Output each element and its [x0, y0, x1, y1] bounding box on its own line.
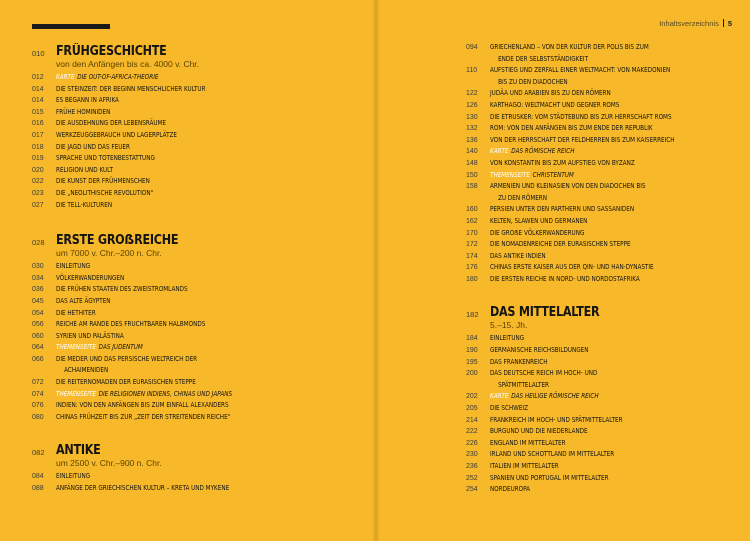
- toc-entry-title: DIE NOMADENREICHE DER EURASISCHEN STEPPE: [490, 240, 631, 249]
- toc-entry-text: [56, 118, 166, 130]
- toc-entry: [466, 42, 736, 65]
- toc-entry: [32, 319, 352, 331]
- toc-entry: [32, 130, 352, 142]
- toc-entry-text: [56, 130, 177, 142]
- toc-entry: [466, 239, 736, 251]
- toc-entry-page: 045: [32, 297, 44, 305]
- toc-entry-tag: KARTE: [490, 147, 509, 156]
- toc-entry: [32, 483, 352, 495]
- toc-entry-page: 122: [466, 90, 478, 98]
- toc-entry-title: BURGUND UND DIE NIEDERLANDE: [490, 427, 588, 436]
- toc-entry-page: 170: [466, 229, 478, 237]
- toc-entry-text: [56, 483, 229, 495]
- toc-entry-text: [56, 107, 110, 119]
- toc-entry-title: DIE ETRUSKER: VOM STÄDTEBUND BIS ZUR HERRSCHAFT ROMS: [490, 112, 672, 121]
- book-spine-shadow: [373, 0, 379, 541]
- toc-entry-text: [490, 88, 611, 100]
- toc-entry-page: 023: [32, 189, 44, 197]
- chapter-title: FRÜHGESCHICHTE: [56, 44, 167, 59]
- toc-entry-tag: THEMENSEITE: [56, 343, 96, 352]
- toc-entry: [32, 153, 352, 165]
- chapter-header: [32, 443, 352, 469]
- toc-entry: [466, 391, 736, 403]
- toc-entry-page: 018: [32, 143, 44, 151]
- toc-entry-page: 252: [466, 474, 478, 482]
- toc-entry-text: [490, 42, 649, 65]
- toc-entry-page: 160: [466, 206, 478, 214]
- toc-entry-text: [490, 228, 584, 240]
- toc-entry-title: DIE TELL-KULTUREN: [56, 200, 113, 209]
- toc-entry: [32, 95, 352, 107]
- toc-entry-text: [490, 100, 619, 112]
- toc-entry-page: 012: [32, 74, 44, 81]
- toc-entry: [466, 473, 736, 485]
- toc-entry-page: 080: [32, 413, 44, 421]
- toc-entry-page: 084: [32, 473, 44, 481]
- chapter-section: [32, 44, 352, 211]
- toc-entry-title: SPRACHE UND TOTENBESTATTUNG: [56, 154, 155, 163]
- toc-entry: [466, 368, 736, 391]
- chapter-titles: [56, 443, 352, 469]
- toc-entry-title: EINLEITUNG: [56, 262, 91, 271]
- toc-entry-list: [466, 42, 736, 285]
- toc-entry-text: [490, 391, 599, 403]
- toc-entry-text: [56, 165, 113, 177]
- toc-entry-text: [490, 204, 634, 216]
- toc-entry-page: 066: [32, 355, 44, 363]
- toc-entry: [466, 415, 736, 427]
- toc-entry-page: 132: [466, 125, 478, 133]
- toc-entry-title: ES BEGANN IN AFRIKA: [56, 96, 119, 105]
- toc-entry: [466, 65, 736, 88]
- toc-entry: [32, 200, 352, 212]
- toc-entry-title: DIE SCHWEIZ: [490, 404, 528, 413]
- toc-entry-title: VON DER HERRSCHAFT DER FELDHERREN BIS ZUM KAISERREICH: [490, 135, 675, 144]
- toc-entry-title: FRÜHE HOMINIDEN: [56, 107, 111, 116]
- chapter-period: von den Anfängen bis ca. 4000 v. Chr.: [56, 59, 200, 69]
- toc-entry-title: DIE JAGD UND DAS FEUER: [56, 142, 130, 151]
- toc-entry-page: 172: [466, 241, 478, 249]
- toc-entry: [32, 342, 352, 354]
- toc-entry: [32, 284, 352, 296]
- toc-entry-title: ITALIEN IM MITTELALTER: [490, 462, 559, 470]
- chapter-section: [32, 233, 352, 423]
- toc-entry: [466, 274, 736, 286]
- toc-entry-title: KARTHAGO: WELTMACHT UND GEGNER ROMS: [490, 100, 620, 109]
- toc-entry: [466, 251, 736, 263]
- toc-entry: [466, 123, 736, 135]
- toc-entry: [466, 88, 736, 100]
- chapter-section: [32, 443, 352, 494]
- toc-entry-page: 020: [32, 166, 44, 174]
- toc-entry-text: [490, 216, 587, 228]
- toc-entry: [466, 181, 736, 204]
- chapter-section: [466, 305, 736, 495]
- toc-entry-text: [490, 484, 530, 496]
- toc-entry-title: ANFÄNGE DER GRIECHISCHEN KULTUR – KRETA UND MYKENE: [56, 484, 230, 493]
- toc-entry-page: 174: [466, 252, 478, 260]
- toc-entry-title: DAS FRANKENREICH: [490, 357, 548, 366]
- toc-entry-text: [56, 377, 196, 389]
- toc-entry-text: [490, 449, 614, 461]
- toc-entry-title-continued: ACHAIMENIDEN: [64, 366, 109, 375]
- toc-entry-text: [56, 142, 130, 154]
- decorative-top-bar: [32, 24, 110, 29]
- toc-entry-title: VON KONSTANTIN BIS ZUM AUFSTIEG VON BYZANZ: [490, 158, 635, 167]
- chapter-period: um 7000 v. Chr.–200 n. Chr.: [56, 248, 162, 259]
- chapter-period: 5.–15. Jh.: [490, 320, 528, 331]
- toc-entry-text: [490, 473, 609, 485]
- toc-entry-tag: KARTE: [56, 73, 75, 81]
- running-head: [659, 19, 732, 28]
- toc-entry-text: [490, 461, 559, 473]
- toc-entry: [32, 377, 352, 389]
- toc-entry-title: ENGLAND IM MITTELALTER: [490, 438, 566, 447]
- toc-entry-page: 195: [466, 358, 478, 366]
- toc-entry-title: DAS HEILIGE RÖMISCHE REICH: [511, 392, 599, 401]
- toc-entry: [466, 112, 736, 124]
- toc-entry: [32, 331, 352, 343]
- toc-entry-text: [490, 426, 588, 438]
- toc-entry: [466, 170, 736, 182]
- toc-entry-text: [56, 95, 119, 107]
- toc-entry-title: JUDÄA UND ARABIEN BIS ZU DEN RÖMERN: [490, 89, 611, 98]
- toc-entry-text: [490, 158, 635, 170]
- toc-entry: [32, 308, 352, 320]
- toc-entry-text: [490, 181, 645, 204]
- toc-entry-list: [466, 333, 736, 495]
- toc-entry-text: [490, 368, 597, 391]
- toc-entry-title-continued: SPÄTMITTELALTER: [498, 380, 549, 389]
- toc-entry: [466, 146, 736, 158]
- chapter-page-number: 010: [32, 49, 45, 58]
- toc-entry-page: 205: [466, 405, 478, 413]
- chapter-page-number: 082: [32, 448, 45, 458]
- toc-entry: [466, 403, 736, 415]
- toc-entry: [32, 72, 352, 84]
- toc-entry-text: [56, 354, 197, 377]
- chapter-header: [32, 44, 352, 70]
- toc-entry-text: [56, 389, 232, 401]
- toc-entry: [466, 484, 736, 496]
- toc-entry: [466, 262, 736, 274]
- toc-entry-text: [490, 135, 675, 147]
- toc-entry-page: 056: [32, 321, 44, 329]
- toc-entry-text: [490, 345, 588, 357]
- toc-entry-page: 019: [32, 155, 44, 163]
- toc-entry-page: 176: [466, 264, 478, 272]
- toc-entry-text: [490, 239, 631, 251]
- toc-entry-title: DIE „NEOLITHISCHE REVOLUTION“: [56, 188, 154, 197]
- toc-entry-title: DIE KUNST DER FRÜHMENSCHEN: [56, 177, 150, 186]
- toc-entry: [466, 426, 736, 438]
- toc-entry-page: 158: [466, 183, 478, 191]
- toc-entry: [466, 216, 736, 228]
- toc-entry-title: SPANIEN UND PORTUGAL IM MITTELALTER: [490, 473, 609, 482]
- toc-entry-text: [56, 296, 111, 308]
- toc-entry-page: 060: [32, 332, 44, 340]
- toc-entry-page: 022: [32, 178, 44, 186]
- toc-entry-list: [32, 261, 352, 423]
- toc-entry-title: DIE FRÜHEN STAATEN DES ZWEISTROMLANDS: [56, 285, 188, 294]
- toc-entry-title: AUFSTIEG UND ZERFALL EINER WELTMACHT: VON MAKEDONIEN: [490, 66, 671, 75]
- toc-entry-page: 136: [466, 136, 478, 144]
- toc-entry-text: [490, 357, 548, 369]
- toc-entry: [32, 118, 352, 130]
- toc-entry-title: DAS RÖMISCHE REICH: [511, 147, 575, 156]
- toc-entry-page: 036: [32, 286, 44, 294]
- toc-entry-text: [490, 262, 654, 274]
- toc-entry-text: [490, 65, 670, 88]
- toc-entry-page: 180: [466, 275, 478, 283]
- toc-entry-text: [56, 284, 188, 296]
- toc-entry-page: 054: [32, 309, 44, 317]
- toc-entry-text: [56, 308, 96, 320]
- chapter-period: um 2500 v. Chr.–900 n. Chr.: [56, 458, 162, 469]
- toc-entry: [466, 357, 736, 369]
- toc-entry-title: ROM: VON DEN ANFÄNGEN BIS ZUM ENDE DER REPUBLIK: [490, 124, 653, 133]
- toc-entry-page: 222: [466, 428, 478, 436]
- toc-entry-title: NORDEUROPA: [490, 485, 531, 494]
- toc-entry-title: EINLEITUNG: [490, 334, 525, 343]
- toc-entry-page: 162: [466, 217, 478, 225]
- toc-entry-page: 014: [32, 85, 44, 93]
- toc-entry-page: 202: [466, 393, 478, 401]
- toc-entry-text: [56, 176, 150, 188]
- toc-entry-list: [32, 72, 352, 211]
- toc-entry: [32, 165, 352, 177]
- toc-entry-text: [56, 200, 112, 212]
- toc-entry-title: DIE ERSTEN REICHE IN NORD- UND NORDOSTAFRIKA: [490, 274, 640, 283]
- toc-entry-title: RELIGION UND KULT: [56, 165, 113, 174]
- toc-entry-text: [490, 274, 640, 286]
- toc-entry-title: CHINAS ERSTE KAISER AUS DER QIN- UND HAN-DYNASTIE: [490, 263, 654, 272]
- toc-entry-text: [56, 471, 90, 483]
- toc-entry-page: 027: [32, 201, 44, 209]
- toc-entry-text: [56, 412, 231, 424]
- chapter-page-number: 182: [466, 310, 479, 320]
- toc-entry-page: 226: [466, 439, 478, 447]
- toc-entry-text: [56, 188, 154, 200]
- chapter-title: DAS MITTELALTER: [490, 305, 600, 321]
- toc-entry-title: PERSIEN UNTER DEN PARTHERN UND SASSANIDEN: [490, 205, 635, 214]
- page-number: 5: [727, 19, 732, 28]
- toc-entry-title: WERKZEUGGEBRAUCH UND LAGERPLÄTZE: [56, 130, 178, 139]
- toc-entry: [32, 107, 352, 119]
- toc-entry-page: 076: [32, 402, 44, 410]
- toc-entry-title: DIE HETHITER: [56, 308, 96, 317]
- chapter-titles: [490, 305, 736, 331]
- toc-entry-title: REICHE AM RANDE DES FRUCHTBAREN HALBMONDS: [56, 320, 206, 329]
- toc-entry-title: CHRISTENTUM: [532, 170, 574, 179]
- toc-entry-title: DAS ALTE ÄGYPTEN: [56, 296, 111, 305]
- toc-entry: [32, 142, 352, 154]
- toc-entry-page: 034: [32, 274, 44, 282]
- toc-entry-page: 015: [32, 108, 44, 116]
- toc-entry: [32, 296, 352, 308]
- toc-entry-title: DAS DEUTSCHE REICH IM HOCH- UND: [490, 369, 598, 378]
- toc-entry-title-continued: ENDE DER SELBSTSTÄNDIGKEIT: [498, 54, 589, 63]
- chapter-title: ERSTE GROẞREICHE: [56, 233, 179, 249]
- toc-entry-page: 230: [466, 451, 478, 459]
- toc-entry: [466, 228, 736, 240]
- toc-entry-title: INDIEN: VON DEN ANFÄNGEN BIS ZUM EINFALL ALEXANDERS: [56, 401, 229, 410]
- toc-entry-page: 190: [466, 347, 478, 355]
- toc-entry-title: GERMANISCHE REICHSBILDUNGEN: [490, 346, 589, 355]
- toc-entry-title: SYRIEN UND PALÄSTINA: [56, 331, 124, 340]
- chapter-titles: [56, 233, 352, 259]
- toc-entry: [32, 354, 352, 377]
- toc-entry-title-continued: BIS ZU DEN DIADOCHEN: [498, 77, 568, 86]
- toc-entry: [466, 100, 736, 112]
- toc-entry-text: [490, 170, 574, 182]
- toc-entry: [32, 176, 352, 188]
- toc-entry-page: 014: [32, 97, 44, 105]
- toc-entry-page: 254: [466, 486, 478, 494]
- toc-entry-title: DIE REITERNOMADEN DER EURASISCHEN STEPPE: [56, 378, 196, 387]
- toc-entry-title: DIE RELIGIONEN INDIENS, CHINAS UND JAPANS: [98, 389, 233, 398]
- toc-entry-title: FRANKREICH IM HOCH- UND SPÄTMITTELALTER: [490, 415, 623, 424]
- chapter-header: [32, 233, 352, 259]
- toc-entry-text: [56, 153, 155, 165]
- toc-entry-text: [490, 146, 575, 158]
- toc-entry-title: KELTEN, SLAWEN UND GERMANEN: [490, 216, 588, 225]
- toc-entry-title: EINLEITUNG: [56, 472, 91, 481]
- toc-entry-text: [56, 331, 124, 343]
- toc-entry-page: 072: [32, 379, 44, 387]
- toc-entry-text: [56, 72, 158, 84]
- toc-entry: [32, 84, 352, 96]
- toc-entry-title-continued: ZU DEN RÖMERN: [498, 193, 547, 202]
- toc-entry-title: DAS ANTIKE INDIEN: [490, 251, 546, 260]
- toc-entry-title: VÖLKERWANDERUNGEN: [56, 273, 125, 282]
- toc-entry-page: 088: [32, 485, 44, 493]
- toc-entry: [466, 135, 736, 147]
- toc-entry-title: GRIECHENLAND – VON DER KULTUR DER POLIS BIS ZUM: [490, 43, 649, 51]
- toc-entry: [466, 449, 736, 461]
- toc-entry-title: DIE AUSDEHNUNG DER LEBENSRÄUME: [56, 119, 166, 128]
- toc-entry-text: [490, 438, 566, 450]
- toc-entry: [32, 400, 352, 412]
- chapter-page-number: 028: [32, 238, 45, 248]
- toc-entry-title: DIE GROẞE VÖLKERWANDERUNG: [490, 228, 585, 237]
- toc-entry: [32, 389, 352, 401]
- toc-entry: [466, 438, 736, 450]
- toc-entry-text: [56, 342, 143, 354]
- toc-entry-tag: KARTE: [490, 392, 509, 401]
- right-column: [466, 42, 736, 496]
- toc-entry-text: [490, 333, 524, 345]
- toc-entry-page: 017: [32, 131, 44, 139]
- toc-entry-text: [490, 123, 653, 135]
- toc-entry: [32, 261, 352, 273]
- toc-entry: [32, 412, 352, 424]
- toc-entry: [466, 204, 736, 216]
- toc-entry-title: ARMENIEN UND KLEINASIEN VON DEN DIADOCHEN BIS: [490, 182, 646, 191]
- toc-entry-title: DAS JUDENTUM: [98, 343, 143, 352]
- toc-entry: [466, 461, 736, 473]
- running-head-separator: [723, 19, 724, 27]
- toc-entry-tag: THEMENSEITE: [56, 389, 96, 398]
- toc-entry-page: 074: [32, 390, 44, 398]
- toc-entry: [32, 471, 352, 483]
- toc-entry: [466, 158, 736, 170]
- toc-entry-text: [56, 273, 124, 285]
- toc-entry-text: [490, 112, 672, 124]
- left-column: [32, 44, 352, 495]
- toc-entry-page: 016: [32, 120, 44, 128]
- running-head-title: Inhaltsverzeichnis: [659, 19, 719, 28]
- toc-entry: [466, 333, 736, 345]
- toc-entry-page: 064: [32, 344, 44, 352]
- toc-entry-text: [490, 403, 528, 415]
- toc-entry-page: 030: [32, 263, 44, 271]
- toc-entry-text: [56, 400, 229, 412]
- toc-entry-tag: THEMENSEITE: [490, 170, 530, 179]
- toc-entry-page: 140: [466, 148, 478, 156]
- toc-entry-page: 150: [466, 171, 478, 179]
- toc-entry: [466, 345, 736, 357]
- toc-entry-page: 126: [466, 101, 478, 109]
- toc-entry-text: [490, 415, 623, 427]
- toc-entry-text: [56, 261, 90, 273]
- toc-entry-text: [490, 251, 546, 263]
- toc-entry-page: 200: [466, 370, 478, 378]
- toc-entry-page: 184: [466, 335, 478, 343]
- toc-entry-title: DIE MEDER UND DAS PERSISCHE WELTREICH DER: [56, 354, 198, 363]
- chapter-titles: [56, 44, 352, 70]
- toc-entry-text: [56, 319, 205, 331]
- toc-entry-page: 148: [466, 159, 478, 167]
- chapter-title: ANTIKE: [56, 443, 101, 459]
- toc-entry-title: DIE OUT-OF-AFRICA-THEORIE: [77, 73, 159, 81]
- chapter-header: [466, 305, 736, 331]
- toc-entry-page: 236: [466, 463, 478, 470]
- toc-entry-title: IRLAND UND SCHOTTLAND IM MITTELALTER: [490, 450, 615, 459]
- toc-entry-text: [56, 84, 206, 96]
- toc-entry-title: DIE STEINZEIT: DER BEGINN MENSCHLICHER KULTUR: [56, 84, 206, 93]
- toc-entry-title: CHINAS FRÜHZEIT BIS ZUR „ZEIT DER STREITENDEN REICHE“: [56, 412, 231, 421]
- toc-entry-page: 214: [466, 416, 478, 424]
- toc-entry: [32, 273, 352, 285]
- toc-entry-page: 110: [466, 67, 478, 75]
- toc-entry-list: [32, 471, 352, 494]
- toc-entry-page: 130: [466, 113, 478, 121]
- toc-entry: [32, 188, 352, 200]
- toc-entry-page: 094: [466, 44, 478, 51]
